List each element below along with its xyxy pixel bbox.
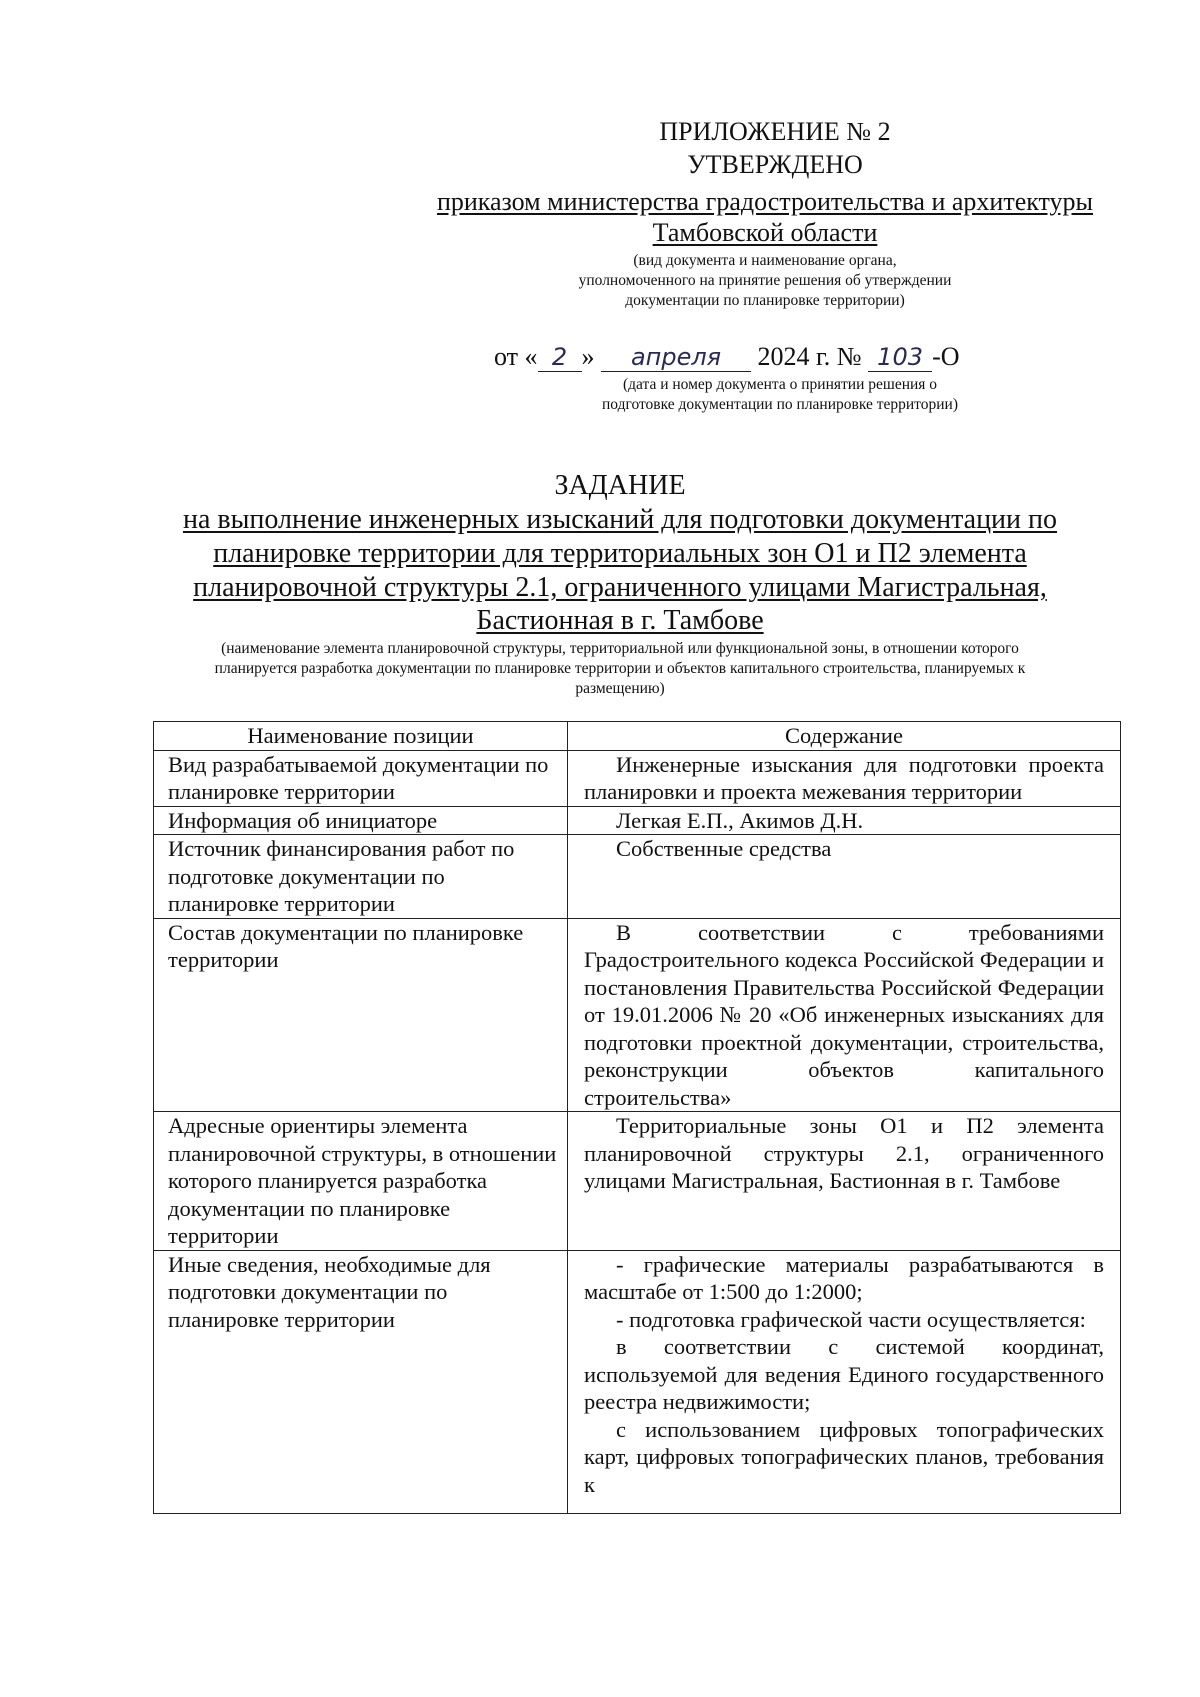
task-title-line-1: [150, 504, 1090, 536]
task-title-line-3-text: планировочной структуры 2.1, ограниченного улицами Магистральная,: [193, 572, 1047, 603]
task-heading: ЗАДАНИЕ: [554, 470, 686, 501]
task-title-line-1-text: на выполнение инженерных изысканий для подготовки документации по: [182, 504, 1058, 535]
order-line-2-text: Тамбовской области: [652, 218, 878, 247]
header-content-col: Содержание: [568, 722, 1121, 751]
row-content: [568, 1250, 1121, 1513]
task-note-3: размещению): [575, 680, 665, 697]
date-month-handwritten: апреля: [601, 343, 751, 372]
row-content: [568, 806, 1121, 835]
table-row: [154, 835, 1121, 919]
row-content-text: Инженерные изыскания для подготовки проекта планировки и проекта межевания территории: [584, 751, 1104, 804]
task-title-line-3: [150, 572, 1090, 604]
row-name: Источник финансирования работ по подготовке документации по планировке территории: [154, 835, 568, 919]
table-row: [154, 918, 1121, 1112]
row-name: Информация об инициаторе: [154, 806, 568, 835]
approved-label: УТВЕРЖДЕНО: [687, 150, 863, 179]
row-name: Состав документации по планировке территории: [154, 918, 568, 1112]
row-content: [568, 835, 1121, 919]
order-note-2: уполномоченного на принятие решения об утверждении: [578, 272, 952, 289]
date-prefix: от «: [494, 342, 538, 371]
date-quote-close: »: [581, 342, 595, 371]
row-content: [568, 1112, 1121, 1251]
order-line-2: [395, 217, 1135, 248]
header-name-col: Наименование позиции: [154, 722, 568, 751]
table-row: [154, 750, 1121, 806]
row-name: Вид разрабатываемой документации по планировке территории: [154, 750, 568, 806]
task-title-line-2: [150, 538, 1090, 570]
doc-number-handwritten: 103: [868, 343, 932, 372]
row-content-text: Собственные средства: [616, 836, 832, 861]
row-content-item: - подготовка графической части осуществляется:: [616, 1306, 1086, 1332]
row-name: Адресные ориентиры элемента планировочной структуры, в отношении которого планируется разработка документации по планировке территории: [154, 1112, 568, 1251]
task-table: [153, 721, 1121, 1514]
order-note-3: документации по планировке территории): [625, 292, 905, 309]
row-content-text: В соответствии с требованиями Градостроительного кодекса Российской Федерации и постановления Правительства Российской Федерации от 19.01.2006 № 20 «Об инженерных изысканиях для подготовки проектной документации, строительства, реконструкции объектов капитального строительства»: [584, 919, 1104, 1110]
table-row: [154, 1250, 1121, 1513]
row-content-item: в соответствии с системой координат, используемой для ведения Единого государственного реестра недвижимости;: [584, 1334, 1104, 1414]
order-line-1-text: приказом министерства градостроительства и архитектуры: [436, 187, 1094, 216]
table-header-row: [154, 722, 1121, 751]
row-content-text: Легкая Е.П., Акимов Д.Н.: [616, 807, 864, 833]
date-number-line: [494, 342, 960, 372]
task-title-line-4-text: Бастионная в г. Тамбове: [476, 605, 764, 636]
doc-suffix: -О: [932, 342, 960, 371]
task-note-2: планируется разработка документации по планировке территории и объектов капитального строительства, планируемых к: [214, 660, 1026, 677]
row-content-text: Территориальные зоны О1 и П2 элемента планировочной структуры 2.1, ограниченного улицами Магистральная, Бастионная в г. Тамбове: [584, 1113, 1104, 1193]
row-content-item: с использованием цифровых топографических карт, цифровых топографических планов, требования к: [584, 1416, 1104, 1497]
row-content-item: - графические материалы разрабатываются в масштабе от 1:500 до 1:2000;: [584, 1251, 1104, 1304]
row-content: [568, 918, 1121, 1112]
task-note-1: (наименование элемента планировочной структуры, территориальной или функциональной зоны, в отношении которого: [221, 640, 1019, 657]
date-year: 2024 г. №: [757, 342, 862, 371]
order-note-1: (вид документа и наименование органа,: [633, 252, 897, 269]
task-title-line-4: [150, 605, 1090, 637]
task-title-line-2-text: планировке территории для территориальных зон О1 и П2 элемента: [213, 538, 1027, 569]
row-name: Иные сведения, необходимые для подготовки документации по планировке территории: [154, 1250, 568, 1513]
appendix-label: ПРИЛОЖЕНИЕ № 2: [659, 117, 891, 146]
order-line-1: [395, 186, 1135, 217]
table-row: [154, 806, 1121, 835]
date-note-2: подготовке документации по планировке территории): [601, 396, 959, 413]
date-note-1: (дата и номер документа о принятии решения о: [622, 376, 938, 393]
row-content: [568, 750, 1121, 806]
table-row: [154, 1112, 1121, 1251]
date-day-handwritten: 2: [538, 343, 582, 372]
